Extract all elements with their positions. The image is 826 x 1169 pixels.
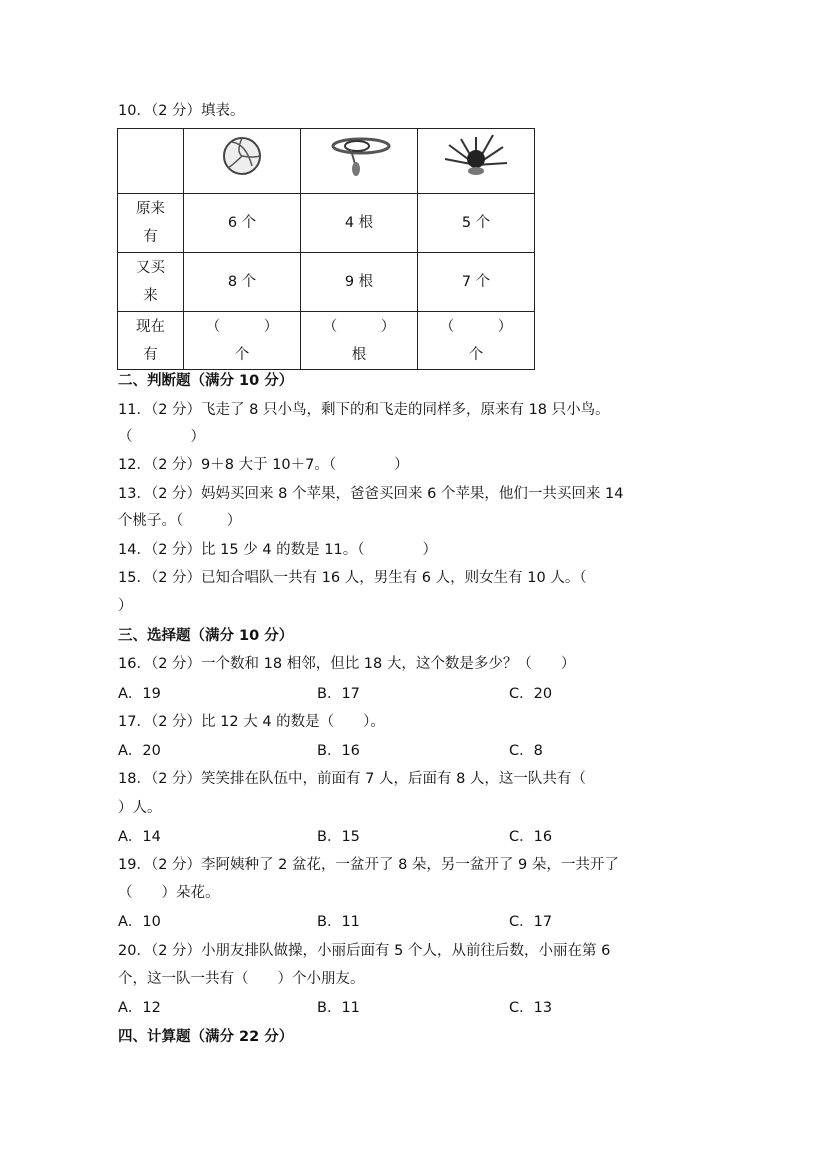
section-heading: 二、判断题（满分 10 分）	[118, 373, 294, 389]
option-a[interactable]: A．19	[118, 686, 161, 702]
cell: 5 个	[418, 194, 535, 253]
question-14: 14．（2 分）比 15 少 4 的数是 11。（ ）	[118, 542, 437, 558]
option-c[interactable]: C．8	[509, 743, 543, 759]
cell: 9 根	[301, 253, 418, 312]
answer-blank[interactable]: （ ）	[118, 429, 205, 445]
answer-cell[interactable]: （ ） 根	[301, 312, 418, 370]
volleyball-icon	[184, 129, 301, 194]
question-19-cont: （ ）朵花。	[118, 885, 220, 901]
option-b[interactable]: B．15	[317, 829, 360, 845]
question-15-cont: ）	[118, 598, 133, 614]
row-label-original: 原来 有	[118, 194, 184, 253]
section-heading: 三、选择题（满分 10 分）	[118, 628, 294, 644]
answer-cell[interactable]: （ ） 个	[418, 312, 535, 370]
option-b[interactable]: B．11	[317, 914, 360, 930]
option-c[interactable]: C．20	[509, 686, 553, 702]
option-b[interactable]: B．17	[317, 686, 360, 702]
question-18-cont: ）人。	[118, 800, 162, 816]
fill-table	[117, 128, 535, 370]
option-c[interactable]: C．16	[509, 829, 553, 845]
question-13-cont: 个桃子。（ ）	[118, 513, 242, 529]
option-a[interactable]: A．12	[118, 1000, 161, 1016]
question-11: 11．（2 分）飞走了 8 只小鸟，剩下的和飞走的同样多，原来有 18 只小鸟。	[118, 402, 610, 418]
question-17: 17．（2 分）比 12 大 4 的数是（ ）。	[118, 714, 385, 730]
option-b[interactable]: B．16	[317, 743, 360, 759]
row-label-now: 现在 有	[118, 312, 184, 370]
option-c[interactable]: C．13	[509, 1000, 553, 1016]
option-b[interactable]: B．11	[317, 1000, 360, 1016]
shuttlecock-icon	[418, 129, 535, 194]
section-heading: 四、计算题（满分 22 分）	[118, 1029, 294, 1045]
question-20: 20．（2 分）小朋友排队做操，小丽后面有 5 个人，从前往后数，小丽在第 6	[118, 943, 611, 959]
question-15: 15．（2 分）已知合唱队一共有 16 人，男生有 6 人，则女生有 10 人。（	[118, 570, 587, 586]
option-a[interactable]: A．20	[118, 743, 161, 759]
option-a[interactable]: A．14	[118, 829, 161, 845]
cell: 7 个	[418, 253, 535, 312]
empty-header-cell	[118, 129, 184, 194]
jump-rope-icon	[301, 129, 418, 194]
q10-title: 10．（2 分）填表。	[118, 103, 245, 119]
answer-cell[interactable]: （ ） 个	[184, 312, 301, 370]
question-20-cont: 个，这一队一共有（ ）个小朋友。	[118, 971, 365, 987]
question-19: 19．（2 分）李阿姨种了 2 盆花，一盆开了 8 朵，另一盆开了 9 朵，一共开了	[118, 857, 619, 873]
cell: 8 个	[184, 253, 301, 312]
question-13: 13．（2 分）妈妈买回来 8 个苹果，爸爸买回来 6 个苹果，他们一共买回来 14	[118, 486, 624, 502]
cell: 4 根	[301, 194, 418, 253]
option-c[interactable]: C．17	[509, 914, 553, 930]
row-label-bought: 又买 来	[118, 253, 184, 312]
question-16: 16．（2 分）一个数和 18 相邻，但比 18 大，这个数是多少？（ ）	[118, 656, 576, 672]
question-12: 12．（2 分）9＋8 大于 10＋7。（ ）	[118, 457, 409, 473]
option-a[interactable]: A．10	[118, 914, 161, 930]
question-18: 18．（2 分）笑笑排在队伍中，前面有 7 人，后面有 8 人，这一队共有（	[118, 771, 586, 787]
cell: 6 个	[184, 194, 301, 253]
